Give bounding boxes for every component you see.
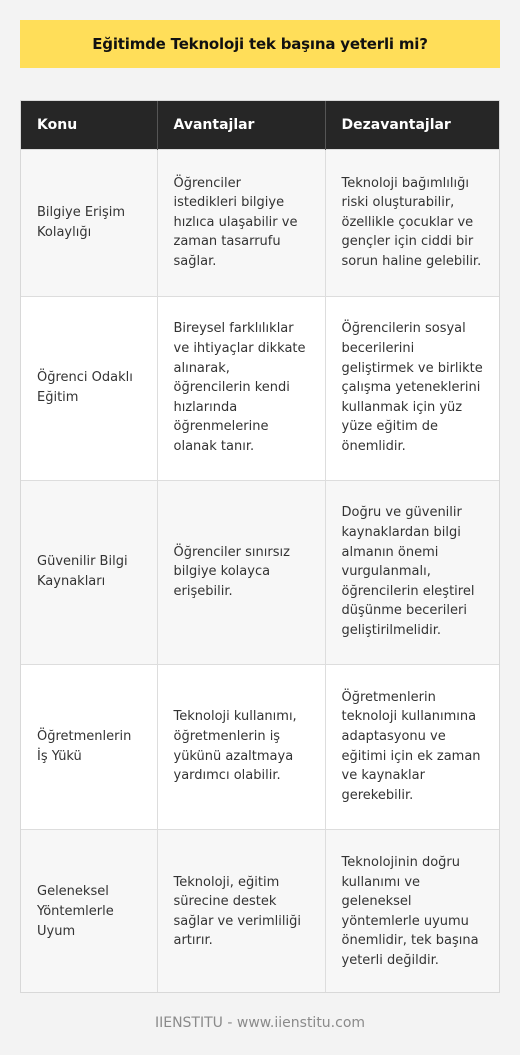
header-disadvantages: Dezavantajlar bbox=[325, 101, 500, 149]
advantage-cell: Öğrenciler istedikleri bilgiye hızlıca ulaşabilir ve zaman tasarrufu sağlar. bbox=[157, 149, 325, 296]
title-banner bbox=[20, 20, 500, 68]
footer-credit: IIENSTITU - www.iienstitu.com bbox=[154, 1015, 366, 1031]
disadvantage-cell: Teknolojinin doğru kullanımı ve geleneksel yöntemlerle uyumu önemlidir, tek başına yeterli değildir. bbox=[325, 829, 500, 993]
comparison-table-container bbox=[20, 100, 500, 993]
advantage-cell: Bireysel farklılıklar ve ihtiyaçlar dikkate alınarak, öğrencilerin kendi hızlarında öğrenmelerine olanak tanır. bbox=[157, 296, 325, 480]
comparison-table bbox=[21, 101, 500, 993]
advantage-cell: Teknoloji, eğitim sürecine destek sağlar ve verimliliği artırır. bbox=[157, 829, 325, 993]
disadvantage-cell: Öğretmenlerin teknoloji kullanımına adaptasyonu ve eğitimi için ek zaman ve kaynaklar gerekebilir. bbox=[325, 664, 500, 829]
table-row bbox=[21, 296, 500, 480]
header-advantages: Avantajlar bbox=[157, 101, 325, 149]
header-topic: Konu bbox=[21, 101, 157, 149]
topic-cell: Geleneksel Yöntemlerle Uyum bbox=[21, 829, 157, 993]
topic-cell: Öğretmenlerin İş Yükü bbox=[21, 664, 157, 829]
page-title: Eğitimde Teknoloji tek başına yeterli mi? bbox=[92, 35, 428, 53]
disadvantage-cell: Teknoloji bağımlılığı riski oluşturabilir, özellikle çocuklar ve gençler için ciddi bir sorun haline gelebilir. bbox=[325, 149, 500, 296]
topic-cell: Güvenilir Bilgi Kaynakları bbox=[21, 480, 157, 664]
topic-cell: Bilgiye Erişim Kolaylığı bbox=[21, 149, 157, 296]
table-row bbox=[21, 829, 500, 993]
table-row bbox=[21, 149, 500, 296]
table-header bbox=[21, 101, 500, 149]
table-row bbox=[21, 664, 500, 829]
table-row bbox=[21, 480, 500, 664]
disadvantage-cell: Öğrencilerin sosyal becerilerini geliştirmek ve birlikte çalışma yeteneklerini kullanmak için yüz yüze eğitim de önemlidir. bbox=[325, 296, 500, 480]
advantage-cell: Öğrenciler sınırsız bilgiye kolayca erişebilir. bbox=[157, 480, 325, 664]
table-body bbox=[21, 149, 500, 993]
topic-cell: Öğrenci Odaklı Eğitim bbox=[21, 296, 157, 480]
table-header-row bbox=[21, 101, 500, 149]
disadvantage-cell: Doğru ve güvenilir kaynaklardan bilgi almanın önemi vurgulanmalı, öğrencilerin eleştirel düşünme becerileri geliştirilmelidir. bbox=[325, 480, 500, 664]
advantage-cell: Teknoloji kullanımı, öğretmenlerin iş yükünü azaltmaya yardımcı olabilir. bbox=[157, 664, 325, 829]
